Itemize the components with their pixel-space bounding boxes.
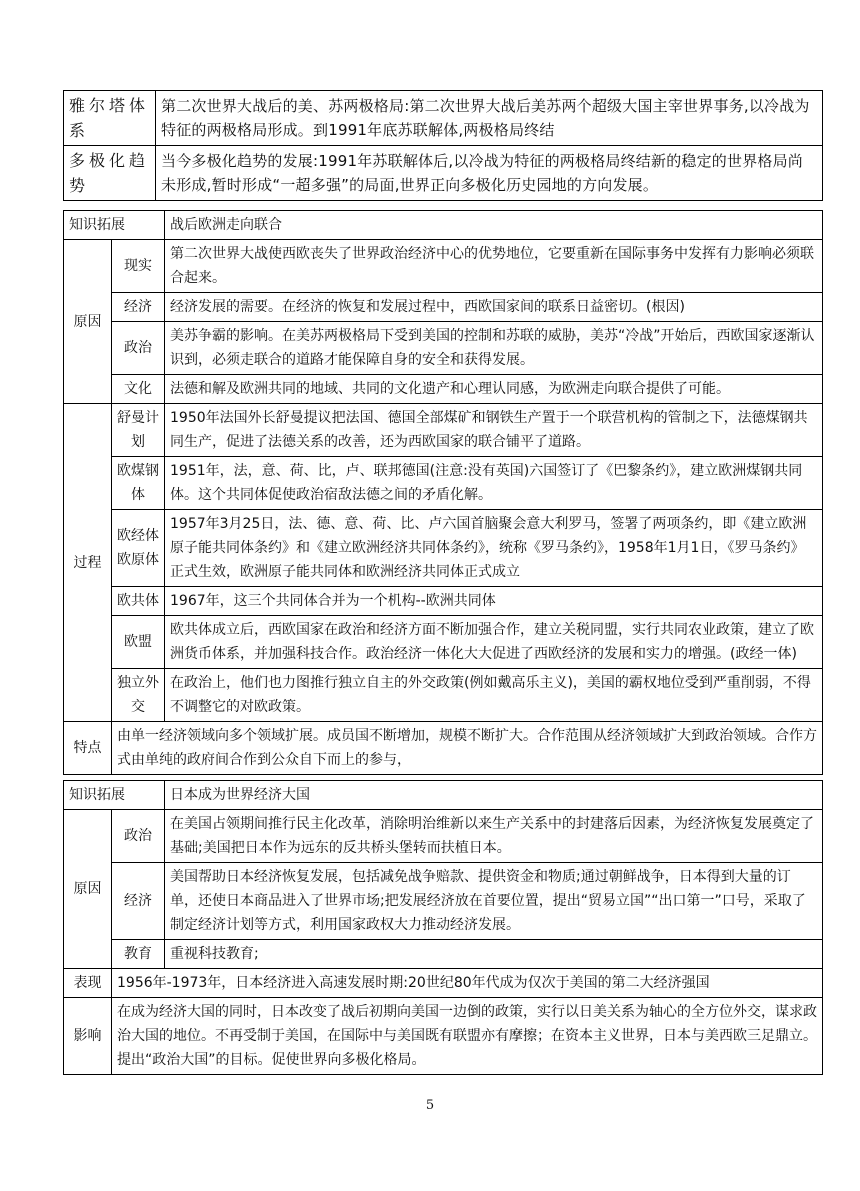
table-row xyxy=(64,940,823,969)
section-label: 原因 xyxy=(64,810,112,969)
row-text: 在美国占领期间推行民主化改革，消除明治维新以来生产关系中的封建落后因素，为经济恢复发展奠定了基础;美国把日本作为远东的反共桥头堡转而扶植日本。 xyxy=(165,810,823,863)
table-header-row xyxy=(64,781,823,810)
row-label: 教育 xyxy=(112,940,165,969)
header-label: 知识拓展 xyxy=(64,211,165,240)
table-row xyxy=(64,146,823,201)
row-text: 美国帮助日本经济恢复发展，包括减免战争赔款、提供资金和物质;通过朝鲜战争，日本得到大量的订单，还使日本商品进入了世界市场;把发展经济放在首要位置，提出“贸易立国”“出口第一”口号，采取了制定经济计划等方式，利用国家政权大力推动经济发展。 xyxy=(165,863,823,940)
row-text: 在成为经济大国的同时，日本改变了战后初期向美国一边倒的政策，实行以日美关系为轴心的全方位外交，谋求政治大国的地位。不再受制于美国，在国际中与美国既有联盟亦有摩擦；在资本主义世界，日本与美西欧三足鼎立。提出“政治大国”的目标。促使世界向多极化格局。 xyxy=(112,998,823,1075)
table-row xyxy=(64,510,823,587)
row-label: 政治 xyxy=(112,810,165,863)
row-label: 现实 xyxy=(112,240,165,293)
table-row xyxy=(64,587,823,616)
table-row xyxy=(64,240,823,293)
table-row xyxy=(64,998,823,1075)
table-row xyxy=(64,404,823,457)
section-label: 过程 xyxy=(64,404,112,722)
table-row xyxy=(64,669,823,722)
table-header-row xyxy=(64,211,823,240)
table-row xyxy=(64,91,823,146)
row-label: 雅尔塔体系 xyxy=(64,91,156,146)
row-text: 美苏争霸的影响。在美苏两极格局下受到美国的控制和苏联的威胁，美苏“冷战”开始后，西欧国家逐渐认识到，必须走联合的道路才能保障自身的安全和获得发展。 xyxy=(165,322,823,375)
table-row xyxy=(64,863,823,940)
europe-union-table xyxy=(63,210,823,775)
row-label: 欧共体 xyxy=(112,587,165,616)
table-row xyxy=(64,457,823,510)
row-text: 第二次世界大战后的美、苏两极格局:第二次世界大战后美苏两个超级大国主宰世界事务,以冷战为特征的两极格局形成。到1991年底苏联解体,两极格局终结 xyxy=(156,91,823,146)
row-text: 1967年，这三个共同体合并为一个机构--欧洲共同体 xyxy=(165,587,823,616)
row-label: 经济 xyxy=(112,863,165,940)
header-title: 战后欧洲走向联合 xyxy=(165,211,823,240)
row-text: 经济发展的需要。在经济的恢复和发展过程中，西欧国家间的联系日益密切。(根因) xyxy=(165,293,823,322)
row-text: 1957年3月25日，法、德、意、荷、比、卢六国首脑聚会意大利罗马，签署了两项条约，即《建立欧洲原子能共同体条约》和《建立欧洲经济共同体条约》，统称《罗马条约》，1958年1月1日，《罗马条约》正式生效，欧洲原子能共同体和欧洲经济共同体正式成立 xyxy=(165,510,823,587)
section-label: 表现 xyxy=(64,969,112,998)
row-label: 舒曼计划 xyxy=(112,404,165,457)
table-row xyxy=(64,810,823,863)
row-text: 在政治上，他们也力图推行独立自主的外交政策(例如戴高乐主义)，美国的霸权地位受到严重削弱，不得不调整它的对欧政策。 xyxy=(165,669,823,722)
section-label: 特点 xyxy=(64,722,112,775)
row-label: 欧盟 xyxy=(112,616,165,669)
section-label: 影响 xyxy=(64,998,112,1075)
row-text: 欧共体成立后，西欧国家在政治和经济方面不断加强合作，建立关税同盟，实行共同农业政策，建立了欧洲货币体系，并加强科技合作。政治经济一体化大大促进了西欧经济的发展和实力的增强。(政经一体) xyxy=(165,616,823,669)
row-text: 1951年，法，意、荷、比，卢、联邦德国(注意:没有英国)六国签订了《巴黎条约》，建立欧洲煤钢共同体。这个共同体促使政治宿敌法德之间的矛盾化解。 xyxy=(165,457,823,510)
bipolar-table xyxy=(63,90,823,201)
row-text: 1956年-1973年，日本经济进入高速发展时期:20世纪80年代成为仅次于美国的第二大经济强国 xyxy=(112,969,823,998)
row-label: 独立外交 xyxy=(112,669,165,722)
row-text: 重视科技教育; xyxy=(165,940,823,969)
page-number: 5 xyxy=(425,1098,435,1113)
row-text: 1950年法国外长舒曼提议把法国、德国全部煤矿和钢铁生产置于一个联营机构的管制之下，法德煤钢共同生产，促进了法德关系的改善，还为西欧国家的联合铺平了道路。 xyxy=(165,404,823,457)
table-row xyxy=(64,322,823,375)
row-text: 由单一经济领域向多个领域扩展。成员国不断增加，规模不断扩大。合作范围从经济领域扩大到政治领域。合作方式由单纯的政府间合作到公众自下而上的参与， xyxy=(112,722,823,775)
table-row xyxy=(64,616,823,669)
row-text: 第二次世界大战使西欧丧失了世界政治经济中心的优势地位，它要重新在国际事务中发挥有力影响必须联合起来。 xyxy=(165,240,823,293)
header-title: 日本成为世界经济大国 xyxy=(165,781,823,810)
header-label: 知识拓展 xyxy=(64,781,165,810)
row-label: 欧经体欧原体 xyxy=(112,510,165,587)
table-row xyxy=(64,293,823,322)
row-label: 政治 xyxy=(112,322,165,375)
table-row xyxy=(64,375,823,404)
row-label: 文化 xyxy=(112,375,165,404)
row-text: 当今多极化趋势的发展:1991年苏联解体后,以冷战为特征的两极格局终结新的稳定的世界格局尚未形成,暂时形成“一超多强”的局面,世界正向多极化历史园地的方向发展。 xyxy=(156,146,823,201)
japan-economy-table xyxy=(63,780,823,1075)
table-row xyxy=(64,969,823,998)
row-text: 法德和解及欧洲共同的地域、共同的文化遗产和心理认同感，为欧洲走向联合提供了可能。 xyxy=(165,375,823,404)
table-row xyxy=(64,722,823,775)
row-label: 经济 xyxy=(112,293,165,322)
row-label: 欧煤钢体 xyxy=(112,457,165,510)
row-label: 多极化趋势 xyxy=(64,146,156,201)
section-label: 原因 xyxy=(64,240,112,404)
